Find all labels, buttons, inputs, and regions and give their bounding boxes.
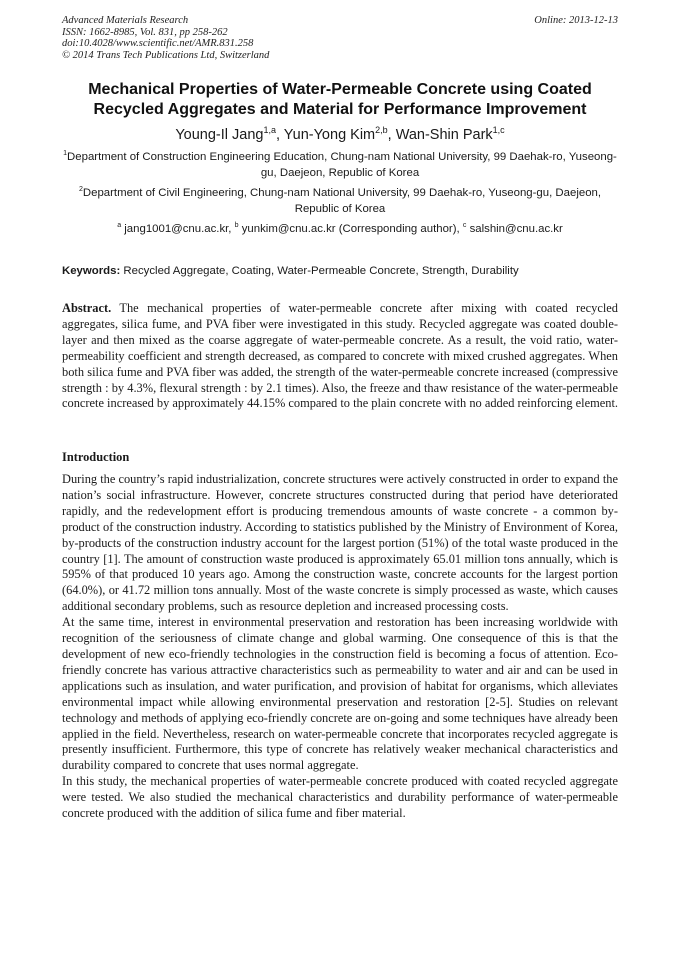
keywords-text: Recycled Aggregate, Coating, Water-Permeable Concrete, Strength, Durability: [123, 265, 519, 277]
abstract-text: The mechanical properties of water-permeable concrete after mixing with coated recycled aggregates, silica fume, and PVA fiber were investigated in this study. Recycled aggregate was coated double-layer and then mixed as the coarse aggregate of water-permeable concrete. As a result, the void ratio, water-permeability coefficient and strength decreased, as compared to concrete with mixed crushed aggregates. When both silica fume and PVA fiber was added, the strength of the water-permeable concrete increased (compressive strength : by 4.3%, flexural strength : by 2.1 times). Also, the freeze and thaw resistance of the water-permeable concrete increased by approximately 44.15% compared to the plain concrete with no added reinforcing element.: [62, 301, 619, 411]
issn-line: ISSN: 1662-8985, Vol. 831, pp 258-262: [62, 26, 228, 38]
email-text: jang1001@cnu.ac.kr,: [124, 223, 235, 235]
affiliation-1: [62, 150, 618, 181]
author-sep: ,: [387, 127, 396, 143]
affiliation-sup: 1: [63, 150, 68, 158]
intro-paragraph: During the country’s rapid industrialization, concrete structures were actively constructed in order to expand the nation’s social infrastructure. However, concrete structures constructed during that period have deteriorated rapidly, and the redevelopment effort is producing tremendous amounts of waste concrete - a common by-product of the construction industry. According to statistics published by the Ministry of Environment of Korea, by-products of the construction industry account for the largest portion (51%) of the total waste produced in the country [1]. The amount of construction waste produced is approximately 65.01 million tons annually, which is 595% of that produced 10 years ago. Among the construction waste, concrete accounts for the largest portion (64.0%), or 41.72 million tons annually. Most of the waste concrete is simply processed as waste, which causes additional secondary problems, such as resource depletion and increased processing costs.: [62, 472, 618, 614]
author-name: Young-Il Jang: [175, 127, 264, 143]
author-sep: ,: [275, 127, 284, 143]
author-sup: 2,b: [375, 125, 388, 136]
keywords-line: [62, 264, 618, 279]
intro-paragraph: At the same time, interest in environmental preservation and restoration has been increasing worldwide with recognition of the seriousness of climate change and global warming. One consequence of this is that the development of new eco-friendly technologies in the construction field is becoming a focus of attention. Eco-friendly concrete has various attractive characteristics such as permeability to water and air and can be used in applications such as insulation, and water purification, and provision of habitat for organisms, which alleviates environmental impact while allowing environmental preservation and restoration [2-5]. Studies on relevant technology and methods of applying eco-friendly concrete are on-going and some techniques have already been applied in the field. Nevertheless, research on water-permeable concrete that incorporates recycled aggregate is presently insufficient. Furthermore, this type of concrete has relatively weaker mechanical characteristics and durability compared to concrete that uses normal aggregate.: [62, 615, 618, 773]
affiliation-2: [62, 186, 618, 217]
email-sup: b: [234, 222, 239, 230]
affiliation-sup: 2: [78, 186, 83, 194]
journal-name: Advanced Materials Research: [62, 15, 189, 26]
journal-header: [62, 15, 618, 61]
author-name: Yun-Yong Kim: [283, 127, 376, 143]
introduction-body: [62, 472, 618, 822]
affiliation-text: Department of Civil Engineering, Chung-nam National University, 99 Daehak-ro, Yuseong-gu, Daejeon, Republic of Korea: [82, 187, 602, 215]
author-name: Wan-Shin Park: [395, 127, 493, 143]
email-text: yunkim@cnu.ac.kr (Corresponding author),: [241, 223, 463, 235]
online-date: Online: 2013-12-13: [534, 15, 618, 26]
abstract-label: Abstract.: [62, 301, 112, 315]
email-sup: a: [117, 222, 122, 230]
email-sup: c: [462, 222, 467, 230]
author-sup: 1,c: [492, 125, 505, 136]
intro-paragraph: In this study, the mechanical properties of water-permeable concrete produced with coated recycled aggregate were tested. We also studied the mechanical characteristics and durability performance of water-permeable concrete produced with the addition of silica fume and fiber material.: [62, 774, 618, 821]
copyright-line: © 2014 Trans Tech Publications Ltd, Switzerland: [62, 49, 270, 61]
doi-line: doi:10.4028/www.scientific.net/AMR.831.258: [62, 38, 254, 50]
keywords-label: Keywords:: [62, 265, 121, 277]
paper-title: Mechanical Properties of Water-Permeable Concrete using Coated Recycled Aggregates and Material for Performance Improvement: [88, 81, 592, 118]
abstract-paragraph: [62, 301, 618, 412]
email-text: salshin@cnu.ac.kr: [469, 223, 563, 235]
author-sup: 1,a: [263, 125, 276, 136]
section-heading-introduction: Introduction: [62, 450, 130, 464]
author-list: [62, 126, 618, 144]
email-list: [62, 222, 618, 237]
affiliation-text: Department of Construction Engineering Education, Chung-nam National University, 99 Daehak-ro, Yuseong-gu, Daejeon, Republic of Korea: [67, 151, 617, 179]
